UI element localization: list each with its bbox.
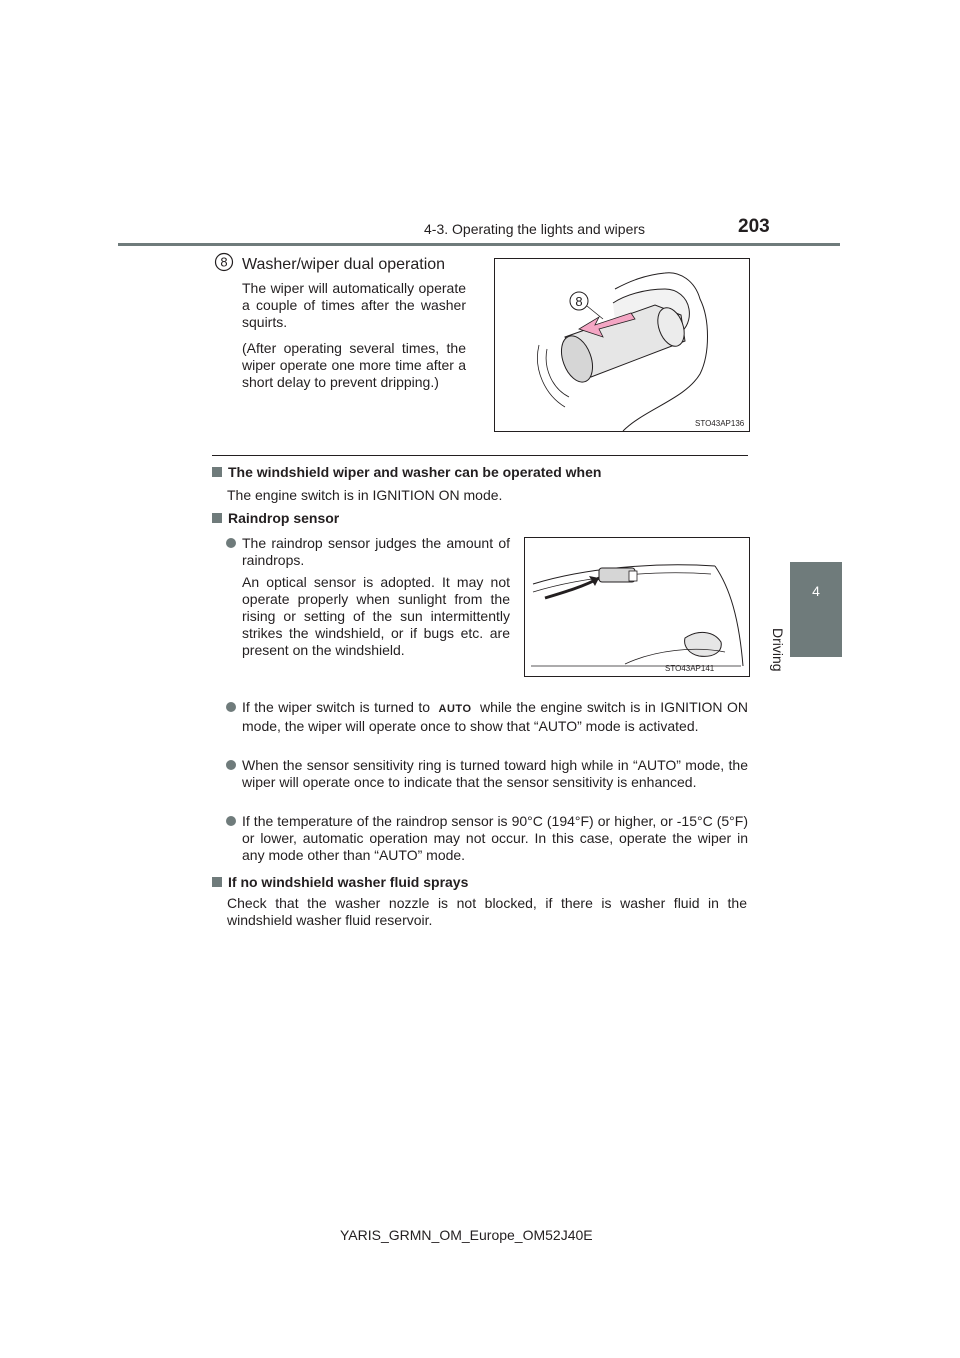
raindrop-bullet-3: When the sensor sensitivity ring is turned toward high while in “AUTO” mode, the wiper will operate once to indicate that the sensor sensitivity is enhanced. <box>242 757 748 790</box>
svg-text:8: 8 <box>575 294 583 309</box>
hand-stalk-illustration <box>495 259 749 431</box>
operated-when-body: The engine switch is in IGNITION ON mode. <box>227 487 503 503</box>
windshield-illustration <box>525 538 749 676</box>
document-code: YARIS_GRMN_OM_Europe_OM52J40E <box>340 1227 593 1243</box>
square-bullet-icon <box>212 467 222 477</box>
step-description: The wiper will automatically operate a couple of times after the washer squirts. <box>242 280 466 330</box>
svg-text:8: 8 <box>220 254 228 270</box>
wiper-stalk-figure <box>494 258 750 432</box>
figure-code: STO43AP136 <box>695 419 745 428</box>
bullet-dot-icon <box>226 538 236 548</box>
section-divider <box>212 455 748 456</box>
raindrop-bullet-2: If the wiper switch is turned to AUTO while the engine switch is in IGNITION ON mode, the wiper will operate once to show that “AUTO” mode is activated. <box>242 699 749 734</box>
no-fluid-heading: If no windshield washer fluid sprays <box>212 874 468 890</box>
section-header: 4-3. Operating the lights and wipers <box>424 221 646 237</box>
bullet-dot-icon <box>226 760 236 770</box>
square-bullet-icon <box>212 513 222 523</box>
step-title: Washer/wiper dual operation <box>242 256 446 273</box>
operated-when-heading: The windshield wiper and washer can be operated when <box>212 464 601 480</box>
chapter-tab <box>790 562 842 657</box>
bullet-dot-icon <box>226 702 236 712</box>
step-number-icon <box>214 252 234 272</box>
chapter-label: Driving <box>770 628 786 672</box>
raindrop-heading: Raindrop sensor <box>212 510 339 526</box>
raindrop-bullet-4: If the temperature of the raindrop sensor is 90°C (194°F) or higher, or -15°C (5°F) or lower, automatic operation may not occur. In this case, operate the wiper in any mode other than “AUTO” mode. <box>242 813 748 863</box>
step-note: (After operating several times, the wiper operate one more time after a short delay to prevent dripping.) <box>242 340 466 390</box>
no-fluid-body: Check that the washer nozzle is not blocked, if there is washer fluid in the windshield washer fluid reservoir. <box>227 895 747 928</box>
header-rule <box>118 243 840 246</box>
raindrop-bullet-1a: The raindrop sensor judges the amount of raindrops. <box>242 535 510 568</box>
auto-mode-badge: AUTO <box>438 703 472 715</box>
chapter-number: 4 <box>812 583 820 599</box>
raindrop-bullet-1b: An optical sensor is adopted. It may not operate properly when sunlight from the rising or setting of the sun intermittently strikes the windshield, or if bugs etc. are present on the windshield. <box>242 574 510 658</box>
figure-code: STO43AP141 <box>665 664 715 673</box>
page-number: 203 <box>738 216 770 237</box>
windshield-figure <box>524 537 750 677</box>
bullet-dot-icon <box>226 816 236 826</box>
square-bullet-icon <box>212 877 222 887</box>
